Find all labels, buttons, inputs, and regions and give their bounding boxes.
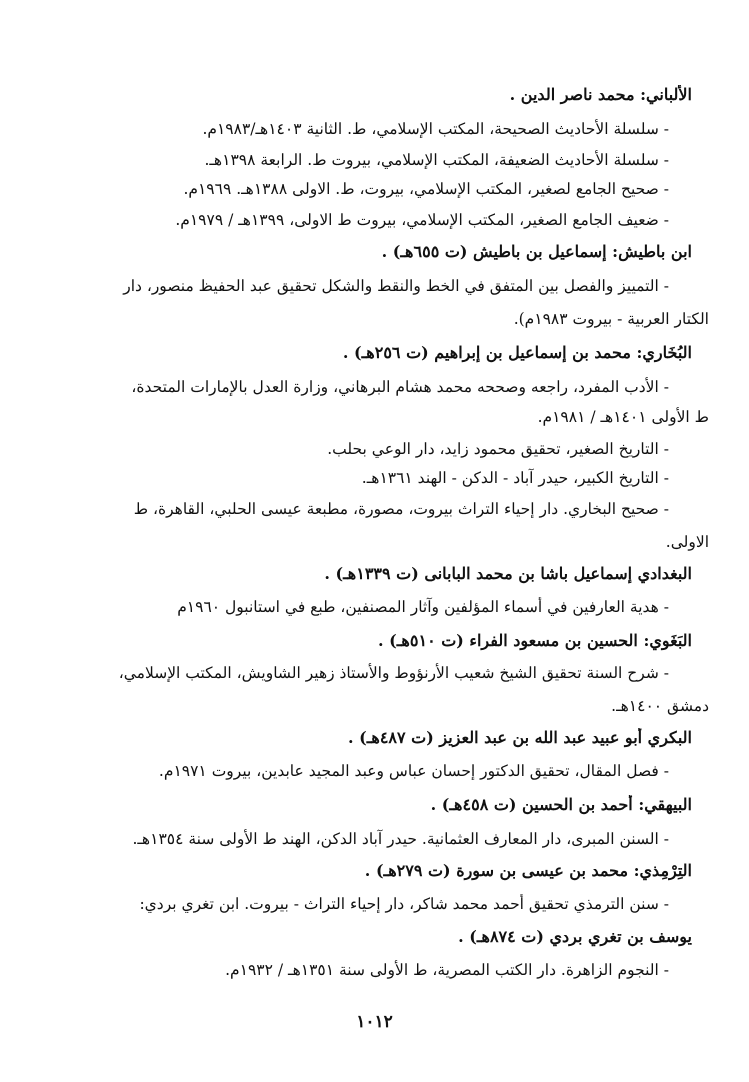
bibliography-entry: - صحيح البخاري. دار إحياء التراث بيروت، مصورة، مطبعة عيسى الحلبي، القاهرة، ط — [133, 500, 669, 518]
entry-continuation: دمشق ١٤٠٠هـ. — [611, 697, 709, 715]
author-heading: الألباني: محمد ناصر الدين . — [509, 85, 692, 104]
bibliography-entry: - التاريخ الصغير، تحقيق محمود زايد، دار الوعي بحلب. — [327, 440, 669, 458]
author-heading: البُخَاري: محمد بن إسماعيل بن إبراهيم (ت ٢٥٦هـ) . — [342, 343, 692, 362]
bibliography-entry: - ضعيف الجامع الصغير، المكتب الإسلامي، بيروت ط الاولى، ١٣٩٩هـ / ١٩٧٩م. — [175, 211, 669, 229]
bibliography-entry: - هدية العارفين في أسماء المؤلفين وآثار المصنفين، طبع في استانبول ١٩٦٠م — [177, 598, 669, 616]
author-heading: البَغَوي: الحسين بن مسعود الفراء (ت ٥١٠هـ) . — [378, 631, 692, 650]
author-heading: البغدادي إسماعيل باشا بن محمد البابانى (ت ١٣٣٩هـ) . — [324, 564, 692, 583]
author-heading: يوسف بن تغري بردي (ت ٨٧٤هـ) . — [458, 927, 692, 946]
bibliography-entry: - التاريخ الكبير، حيدر آباد - الدكن - الهند ١٣٦١هـ. — [361, 469, 669, 487]
entry-continuation: الكتار العربية - بيروت ١٩٨٣م). — [513, 310, 709, 328]
entry-continuation: الاولى. — [665, 533, 709, 551]
bibliography-entry: - النجوم الزاهرة. دار الكتب المصرية، ط الأولى سنة ١٣٥١هـ / ١٩٣٢م. — [225, 961, 669, 979]
author-heading: التِرْمِذي: محمد بن عيسى بن سورة (ت ٢٧٩هـ) . — [364, 861, 692, 880]
bibliography-entry: - الأدب المفرد، راجعه وصححه محمد هشام البرهاني، وزارة العدل بالإمارات المتحدة، — [131, 378, 669, 396]
bibliography-entry: - سنن الترمذي تحقيق أحمد محمد شاكر، دار إحياء التراث - بيروت. ابن تغري بردي: — [139, 895, 669, 913]
page-number: ١٠١٢ — [356, 1012, 393, 1032]
bibliography-entry: - التمييز والفصل بين المتفق في الخط والنقط والشكل تحقيق عبد الحفيظ منصور، دار — [123, 277, 669, 295]
author-heading: البكري أبو عبيد عبد الله بن عبد العزيز (ت ٤٨٧هـ) . — [347, 728, 692, 747]
bibliography-entry: - سلسلة الأحاديث الضعيفة، المكتب الإسلامي، بيروت ط. الرابعة ١٣٩٨هـ. — [204, 151, 669, 169]
author-heading: البيهقي: أحمد بن الحسين (ت ٤٥٨هـ) . — [430, 795, 692, 814]
bibliography-entry: - سلسلة الأحاديث الصحيحة، المكتب الإسلامي، ط. الثانية ١٤٠٣هـ/١٩٨٣م. — [202, 120, 669, 138]
bibliography-entry: - صحيح الجامع لصغير، المكتب الإسلامي، بيروت، ط. الاولى ١٣٨٨هـ. ١٩٦٩م. — [183, 180, 669, 198]
author-heading: ابن باطيش: إسماعيل بن باطيش (ت ٦٥٥هـ) . — [381, 242, 692, 261]
entry-continuation: ط الأولى ١٤٠١هـ / ١٩٨١م. — [537, 408, 709, 426]
bibliography-entry: - فصل المقال، تحقيق الدكتور إحسان عباس وعبد المجيد عابدين، بيروت ١٩٧١م. — [158, 762, 669, 780]
bibliography-entry: - شرح السنة تحقيق الشيخ شعيب الأرنؤوط والأستاذ زهير الشاويش، المكتب الإسلامي، — [118, 664, 669, 682]
bibliography-entry: - السنن المبرى، دار المعارف العثمانية. حيدر آباد الدكن، الهند ط الأولى سنة ١٣٥٤هـ. — [132, 830, 669, 848]
